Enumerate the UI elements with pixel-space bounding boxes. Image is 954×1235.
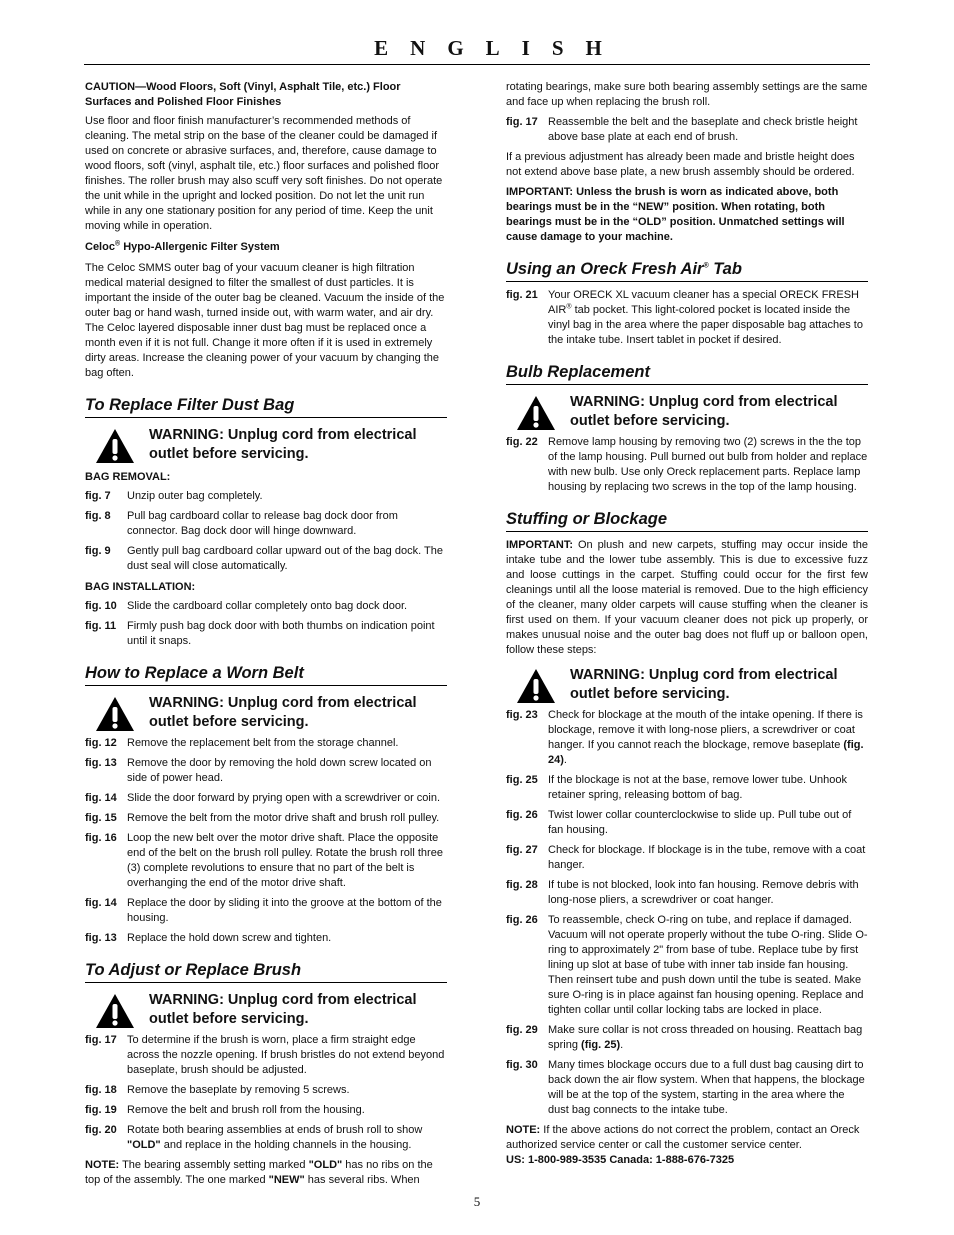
fig-step	[506, 878, 868, 908]
fig-text: Your ORECK XL vacuum cleaner has a special ORECK FRESH AIR® tab pocket. This light-colored pocket is located inside the vinyl bag in the area where the paper disposable bag attaches to the intake tube. Insert tablet in pocket if desired.	[548, 289, 863, 346]
fig-number: fig. 13	[85, 932, 117, 944]
fig-text: If the blockage is not at the base, remove lower tube. Unhook retainer spring, releasing bottom of bag.	[548, 774, 848, 801]
fig-text: Gently pull bag cardboard collar upward out of the bag dock. The dust seal will close automatically.	[127, 545, 443, 572]
bag-installation-label: BAG INSTALLATION:	[85, 581, 196, 593]
fig-step	[85, 896, 447, 926]
service-phone-numbers: US: 1-800-989-3535 Canada: 1-888-676-7325	[506, 1154, 735, 1166]
warning-triangle-icon	[516, 668, 556, 704]
bag-installation-steps	[85, 599, 447, 649]
fig-text: Make sure collar is not cross threaded on housing. Reattach bag spring (fig. 25).	[548, 1024, 863, 1051]
important-bearings: IMPORTANT: Unless the brush is worn as indicated above, both bearings must be in the “NEW” position. When rotating, both bearings must be in the “OLD” position. Unmatched settings will cause damage to your machine.	[506, 186, 845, 243]
fig-text: Remove the door by removing the hold down screw located on side of power head.	[127, 757, 432, 784]
brush-steps	[85, 1033, 447, 1118]
celoc-heading-b: Hypo-Allergenic Filter System	[120, 241, 280, 253]
page-header-title: ENGLISH	[374, 36, 624, 60]
caution-body: Use floor and floor finish manufacturer’s recommended methods of cleaning. The metal strip on the base of the cleaner could be damaged if used on concrete or abrasive surfaces, and, therefore, cause damage to wood floors, soft (vinyl, asphalt tile, etc.) floor surfaces and polished floor finishes. The roller brush may also scuff very soft finishes. Do not operate the unit while in the upright and locked position. Do not let the unit run while in any one stationary position for any period of time. Keep the unit moving while in operation.	[85, 115, 443, 232]
fig-text: Slide the door forward by prying open with a screwdriver or coin.	[127, 792, 441, 804]
registered-mark: ®	[114, 240, 121, 248]
fig-number: fig. 11	[85, 620, 117, 632]
fig-step	[85, 599, 447, 614]
warning-block	[85, 991, 447, 1029]
bag-removal-label: BAG REMOVAL:	[85, 471, 171, 483]
header-rule	[84, 64, 870, 65]
stuffing-important: IMPORTANT: On plush and new carpets, stuffing may occur inside the intake tube and the lower tube assembly. This is due to excessive fuzz and loose cuttings in the carpet. Stuffing could occur for the first few cleanings until all the loose material is removed. Due to the high efficiency of the cleaner, many older carpets will cause stuffing when the cleaner is first used on them. If your vacuum cleaner does not pick up properly, or makes unusual noise and the outer bag does not fluff up or balloon open, follow these steps:	[506, 539, 868, 656]
fig-text: Firmly push bag dock door with both thumbs on indication point until it snaps.	[127, 620, 435, 647]
fig-step	[506, 843, 868, 873]
fig-text: Unzip outer bag completely.	[127, 490, 263, 502]
fig-number: fig. 28	[506, 879, 538, 891]
fig-text: To reassemble, check O-ring on tube, and replace if damaged. Vacuum will not operate properly without the tube O-ring. Slide O-ring to approximately 2" from base of tube. Replace tube by first lining up slot at base of tube with inner tab inside fan housing. Then reinsert tube and push down until the tube is seated. Make sure O-ring is in place against fan housing opening. Replace and tighten collar until collar locking tabs are locked in place.	[548, 914, 868, 1016]
celoc-heading-a: Celoc	[85, 241, 115, 253]
fig-step	[85, 811, 447, 826]
fig-number: fig. 25	[506, 774, 538, 786]
fig-number: fig. 27	[506, 844, 538, 856]
warning-text: WARNING: Unplug cord from electrical outlet before servicing.	[570, 394, 838, 429]
fig-text: Replace the door by sliding it into the groove at the bottom of the housing.	[127, 897, 442, 924]
bearing-note: NOTE: The bearing assembly setting marked "OLD" has no ribs on the top of the assembly. The one marked "NEW" has several ribs. When	[85, 1159, 433, 1186]
fig-text: Many times blockage occurs due to a full dust bag causing dirt to back down the air flow system. When that happens, the blockage will be at the top of the system, starting in the area where the dust bag connects to the intake tube.	[548, 1059, 865, 1116]
warning-block	[85, 694, 447, 732]
fig-step	[85, 544, 447, 574]
fig-step	[506, 288, 868, 348]
fig-step	[85, 1123, 447, 1153]
fig-step	[85, 619, 447, 649]
fig-step	[506, 913, 868, 1018]
fig-step	[85, 756, 447, 786]
fig-text: Replace the hold down screw and tighten.	[127, 932, 332, 944]
warning-triangle-icon	[95, 428, 135, 464]
fig-text: If tube is not blocked, look into fan housing. Remove debris with long-nose pliers, a screwdriver or coat hanger.	[548, 879, 859, 906]
fig-step	[85, 1083, 447, 1098]
fig-text: Pull bag cardboard collar to release bag dock door from connector. Bag dock door will hinge downward.	[127, 510, 398, 537]
fig-text: Loop the new belt over the motor drive shaft. Place the opposite end of the belt on the brush roll pulley. Rotate the brush roll three (3) complete revolutions to ensure that no part of the belt is overhanging the end of the motor drive shaft.	[127, 832, 443, 889]
celoc-body: The Celoc SMMS outer bag of your vacuum cleaner is high filtration medical material designed to filter the smallest of dust particles. It is important the inside of the outer bag be cleaned. Vacuum the inside of the outer bag or hand wash, turned inside out, with warm water, and air dry. The Celoc layered disposable inner dust bag must be replaced once a month even if it is not full. Change it more often if it is used in extremely dirty areas. Increase the cleaning power of your vacuum by changing the bag often.	[85, 262, 445, 379]
fig-number: fig. 17	[85, 1034, 117, 1046]
fig-number: fig. 17	[506, 116, 538, 128]
fig-number: fig. 9	[85, 545, 111, 557]
service-note: NOTE: If the above actions do not correct the problem, contact an Oreck authorized service center or call the customer service center.	[506, 1124, 860, 1151]
previous-adjustment-text: If a previous adjustment has already been made and bristle height does not extend above base plate, a new brush assembly should be ordered.	[506, 151, 855, 178]
fig-step	[85, 791, 447, 806]
fig-number: fig. 21	[506, 289, 538, 301]
belt-steps	[85, 736, 447, 946]
fig-number: fig. 22	[506, 436, 538, 448]
warning-block	[506, 666, 868, 704]
section-title-filter-bag: To Replace Filter Dust Bag	[85, 395, 447, 418]
fig-step	[506, 435, 868, 495]
bag-removal-steps	[85, 489, 447, 574]
stuffing-steps	[506, 773, 868, 1018]
fig-text: Remove the belt from the motor drive shaft and brush roll pulley.	[127, 812, 440, 824]
fig-number: fig. 23	[506, 709, 538, 721]
registered-mark: ®	[566, 303, 572, 311]
warning-triangle-icon	[95, 696, 135, 732]
fig-text: Rotate both bearing assemblies at ends of brush roll to show "OLD" and replace in the holding channels in the housing.	[127, 1124, 423, 1151]
fig-number: fig. 15	[85, 812, 117, 824]
warning-text: WARNING: Unplug cord from electrical outlet before servicing.	[149, 992, 417, 1027]
fig-step	[506, 808, 868, 838]
fig-text: Reassemble the belt and the baseplate and check bristle height above base plate at each end of brush.	[548, 116, 858, 143]
fig-number: fig. 14	[85, 792, 117, 804]
fig-number: fig. 26	[506, 914, 538, 926]
page-number: 5	[473, 1194, 481, 1209]
warning-triangle-icon	[95, 993, 135, 1029]
fig-step	[506, 1058, 868, 1118]
section-title-fresh-air: Using an Oreck Fresh Air® Tab	[506, 259, 868, 282]
fig-text: Check for blockage at the mouth of the intake opening. If there is blockage, remove it with long-nose pliers, a screwdriver or coat hanger. If you cannot reach the blockage, remove baseplate (fig. 24).	[548, 709, 864, 766]
fig-text: Twist lower collar counterclockwise to slide up. Pull tube out of fan housing.	[548, 809, 852, 836]
fig-number: fig. 12	[85, 737, 117, 749]
fig-step	[506, 773, 868, 803]
bearing-continuation: rotating bearings, make sure both bearing assembly settings are the same and face up when replacing the brush roll.	[506, 81, 868, 108]
warning-text: WARNING: Unplug cord from electrical outlet before servicing.	[149, 427, 417, 462]
fig-number: fig. 19	[85, 1104, 117, 1116]
fig-number: fig. 10	[85, 600, 117, 612]
section-title-belt: How to Replace a Worn Belt	[85, 663, 447, 686]
fig-number: fig. 18	[85, 1084, 117, 1096]
celoc-heading	[85, 240, 447, 255]
warning-text: WARNING: Unplug cord from electrical outlet before servicing.	[570, 667, 838, 702]
fig-step	[85, 1103, 447, 1118]
left-column	[85, 80, 447, 1193]
fig-text: Slide the cardboard collar completely onto bag dock door.	[127, 600, 408, 612]
fig-step	[85, 736, 447, 751]
registered-mark: ®	[703, 262, 709, 270]
fig-number: fig. 29	[506, 1024, 538, 1036]
fig-number: fig. 26	[506, 809, 538, 821]
warning-block	[506, 393, 868, 431]
section-title-bulb: Bulb Replacement	[506, 362, 868, 385]
section-title-brush: To Adjust or Replace Brush	[85, 960, 447, 983]
section-title-stuffing: Stuffing or Blockage	[506, 509, 868, 532]
fig-step	[85, 931, 447, 946]
fig-number: fig. 7	[85, 490, 111, 502]
fig-step	[85, 831, 447, 891]
fig-number: fig. 20	[85, 1124, 117, 1136]
fig-step	[506, 1023, 868, 1053]
fig-step	[85, 1033, 447, 1078]
caution-heading: CAUTION—Wood Floors, Soft (Vinyl, Asphalt Tile, etc.) Floor Surfaces and Polished Floor Finishes	[85, 81, 401, 108]
fig-number: fig. 13	[85, 757, 117, 769]
fig-number: fig. 16	[85, 832, 117, 844]
warning-triangle-icon	[516, 395, 556, 431]
fig-number: fig. 14	[85, 897, 117, 909]
right-column	[506, 80, 868, 1173]
fig-text: Remove lamp housing by removing two (2) screws in the the top of the lamp housing. Pull burned out bulb from holder and replace with new bulb. Use only Oreck replacement parts. Replace lamp housing by replacing two screws in the top of the lamp housing.	[548, 436, 868, 493]
fig-text: Remove the replacement belt from the storage channel.	[127, 737, 399, 749]
warning-text: WARNING: Unplug cord from electrical outlet before servicing.	[149, 695, 417, 730]
fig-text: Check for blockage. If blockage is in the tube, remove with a coat hanger.	[548, 844, 866, 871]
fig-number: fig. 30	[506, 1059, 538, 1071]
fig-step	[85, 509, 447, 539]
fig-text: To determine if the brush is worn, place a firm straight edge across the nozzle opening. If brush bristles do not extend beyond baseplate, brush should be adjusted.	[127, 1034, 445, 1076]
fig-text: Remove the baseplate by removing 5 screws.	[127, 1084, 350, 1096]
fig-text: Remove the belt and brush roll from the housing.	[127, 1104, 365, 1116]
fig-number: fig. 8	[85, 510, 111, 522]
fig-step	[506, 708, 868, 768]
fig-step	[506, 115, 868, 145]
fig-step	[85, 489, 447, 504]
warning-block	[85, 426, 447, 464]
